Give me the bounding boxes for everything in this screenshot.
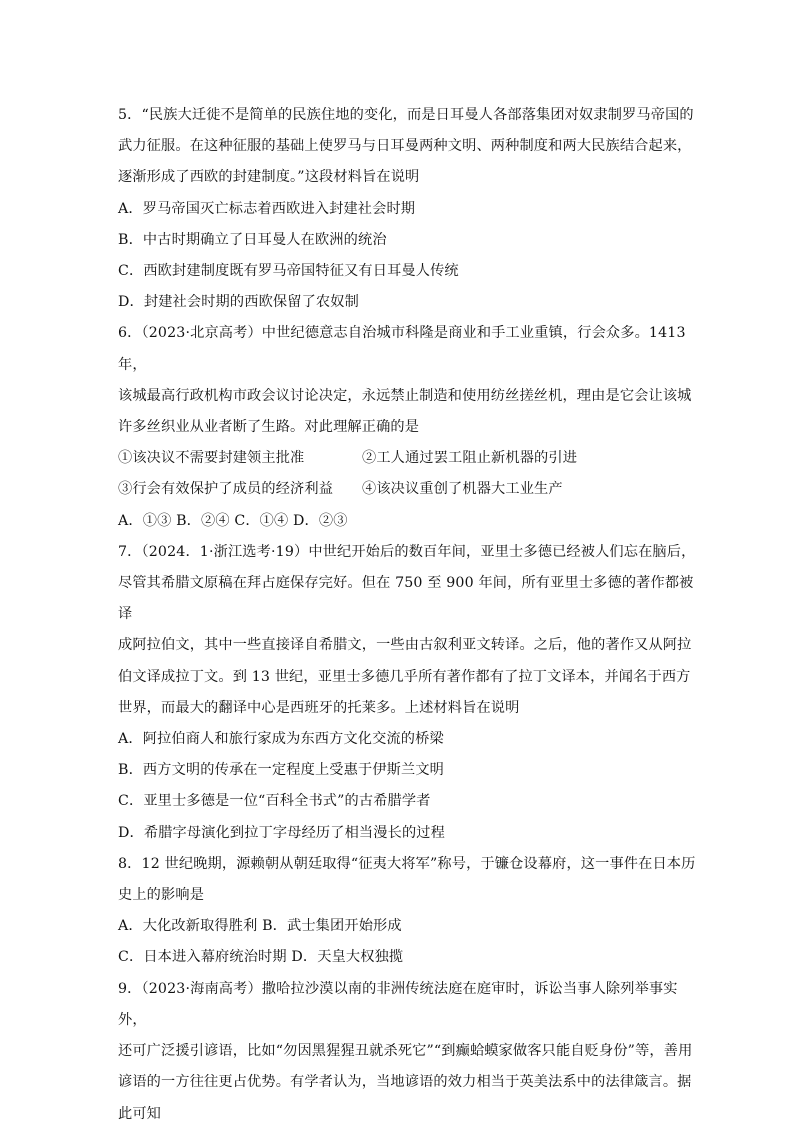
question-list — [118, 100, 696, 1130]
question-7-stem-line-2: 尽管其希腊文原稿在拜占庭保存完好。但在 750 至 900 年间，所有亚里士多德的著作都被译 — [118, 575, 694, 623]
question-7-stem-line-4: 伯文译成拉丁文。到 13 世纪，亚里士多德几乎所有著作都有了拉丁文译本，并闻名于西方 — [118, 668, 691, 685]
question-5-option-b: B．中古时期确立了日耳曼人在欧洲的统治 — [118, 231, 387, 248]
question-9-stem-line-2: 还可广泛援引谚语，比如“勿因黑猩猩丑就杀死它”“到癫蛤蟆家做客只能自贬身份”等，善用 — [118, 1043, 693, 1060]
question-8-stem-line-1: 8．12 世纪晚期，源赖朝从朝廷取得“征夷大将军”称号，于镰仓设幕府，这一事件在日本历 — [118, 855, 696, 872]
question-7-stem-line-5: 世界，而最大的翻译中心是西班牙的托莱多。上述材料旨在说明 — [118, 699, 520, 716]
question-8-options-line-2: C．日本进入幕府统治时期 D．天皇大权独揽 — [118, 949, 404, 966]
question-7-option-a: A．阿拉伯商人和旅行家成为东西方文化交流的桥梁 — [118, 731, 444, 748]
question-8-stem-line-2: 史上的影响是 — [118, 887, 205, 904]
question-6-statement-row-1 — [118, 443, 696, 474]
question-7-option-c: C．亚里士多德是一位“百科全书式”的古希腊学者 — [118, 793, 431, 810]
question-6-statement-2: ②工人通过罢工阻止新机器的引进 — [362, 450, 578, 467]
question-7-option-b: B．西方文明的传承在一定程度上受惠于伊斯兰文明 — [118, 762, 445, 779]
question-5-stem-line-1: 5．“民族大迁徙不是简单的民族住地的变化，而是日耳曼人各部落集团对奴隶制罗马帝国的 — [118, 107, 694, 123]
question-7-stem-line-3: 成阿拉伯文，其中一些直接译自希腊文，一些由古叙利亚文转译。之后，他的著作又从阿拉 — [118, 637, 692, 654]
question-7-stem-line-1: 7．（2024．1·浙江选考·19）中世纪开始后的数百年间，亚里士多德已经被人们忘在脑后， — [118, 543, 696, 560]
question-6 — [118, 318, 696, 536]
question-8 — [118, 849, 696, 974]
question-5-stem-line-3: 逐渐形成了西欧的封建制度。”这段材料旨在说明 — [118, 169, 420, 186]
question-7-option-d: D．希腊字母演化到拉丁字母经历了相当漫长的过程 — [118, 824, 445, 841]
question-5-option-c: C．西欧封建制度既有罗马帝国特征又有日耳曼人传统 — [118, 263, 459, 280]
question-6-stem-line-2: 该城最高行政机构市政会议讨论决定，永远禁止制造和使用纺丝搓丝机，理由是它会让该城 — [118, 387, 692, 404]
question-5 — [118, 100, 696, 318]
question-5-option-d: D．封建社会时期的西欧保留了农奴制 — [118, 294, 359, 311]
question-6-statement-1: ①该决议不需要封建领主批准 — [118, 450, 305, 467]
question-7 — [118, 537, 696, 849]
question-6-stem-line-3: 许多丝织业从业者断了生路。对此理解正确的是 — [118, 419, 420, 436]
question-9-stem-line-4: 此可知 — [118, 1105, 162, 1122]
question-5-stem-line-2: 武力征服。在这种征服的基础上使罗马与日耳曼两种文明、两种制度和两大民族结合起来， — [118, 138, 692, 155]
question-6-statement-row-2 — [118, 474, 696, 505]
question-6-statement-3: ③行会有效保护了成员的经济利益 — [118, 481, 334, 498]
question-9-stem-line-3: 谚语的一方往往更占优势。有学者认为，当地谚语的效力相当于英美法系中的法律箴言。据 — [118, 1074, 692, 1091]
question-6-stem-line-1: 6．（2023·北京高考）中世纪德意志自治城市科隆是商业和手工业重镇，行会众多。1413 年， — [118, 325, 686, 373]
question-6-options: A．①③ B．②④ C．①④ D．②③ — [118, 512, 348, 529]
question-8-options-line-1: A．大化改新取得胜利 B．武士集团开始形成 — [118, 918, 402, 935]
question-9 — [118, 974, 696, 1130]
question-9-stem-line-1: 9．（2023·海南高考）撒哈拉沙漠以南的非洲传统法庭在庭审时，诉讼当事人除列举事实外， — [118, 980, 678, 1028]
question-6-statement-4: ④该决议重创了机器大工业生产 — [362, 481, 563, 498]
question-5-option-a: A．罗马帝国灭亡标志着西欧进入封建社会时期 — [118, 200, 416, 217]
